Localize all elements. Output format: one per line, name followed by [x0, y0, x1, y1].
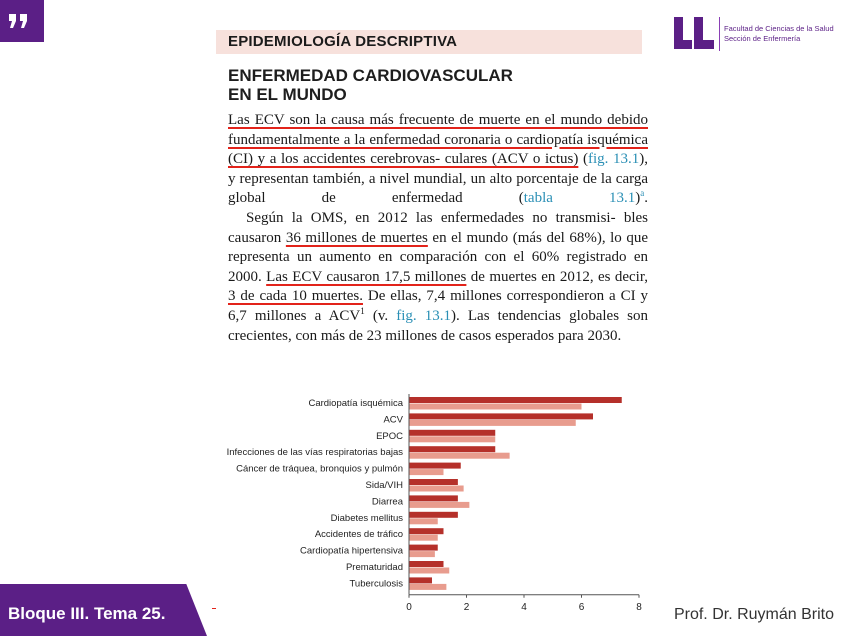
mortality-bar-chart	[208, 388, 648, 614]
table-reference: tabla 13.1	[523, 190, 636, 207]
bar-2012	[409, 495, 458, 501]
highlight-ecv-cause: Las ECV son la causa más frecuente de muerte en el mundo debido fundamentalmente a la enfermedad coronaria o cardiopatía isquémica (CI) y a los accidentes cerebrovas- culares (ACV o ictus)	[228, 112, 648, 168]
bar-2000	[409, 518, 438, 524]
category-label: Accidentes de tráfico	[314, 529, 403, 541]
highlight-36-millions: 36 millones de muertes	[285, 229, 428, 246]
paragraph-1	[228, 111, 648, 209]
faculty-logo	[672, 14, 842, 54]
text-span: ). Las tendencias globales son crecientes, con más de 23 millones de casos esperados para 2030.	[228, 307, 648, 344]
text-span: (	[578, 151, 588, 168]
paragraph-2	[228, 209, 648, 346]
text-span: de muertes en 2012, es decir,	[466, 268, 648, 285]
faculty-mark-icon	[672, 14, 716, 52]
x-tick-label: 6	[578, 601, 585, 613]
category-label: Sida/VIH	[365, 480, 403, 491]
subtitle-line-1: ENFERMEDAD CARDIOVASCULAR	[228, 66, 513, 85]
text-span: ), y representan también, a nivel mundial, un alto porcentaje de la carga global de enfermedad (	[228, 151, 649, 207]
x-tick-label: 8	[636, 601, 642, 613]
faculty-section: Sección de Enfermería	[724, 34, 801, 43]
x-tick-label: 4	[521, 601, 527, 613]
bar-2012	[409, 413, 593, 419]
footer-author: Prof. Dr. Ruymán Brito	[673, 606, 834, 623]
bar-2012	[409, 430, 495, 436]
text-span: Según la OMS, en 2012 las enfermedades no transmisi- bles causaron	[228, 209, 648, 246]
bar-2012	[409, 561, 444, 567]
faculty-name: Facultad de Ciencias de la Salud	[724, 24, 834, 33]
bar-2012	[409, 545, 438, 551]
category-label: Cardiopatía isquémica	[308, 398, 403, 409]
bar-2012	[409, 397, 622, 403]
footer-course-label: Bloque III. Tema 25.	[8, 604, 166, 623]
article-subtitle	[228, 66, 558, 104]
figure-reference-2: fig. 13.1	[396, 307, 452, 324]
faculty-divider	[719, 17, 720, 51]
bar-2000	[409, 486, 464, 492]
category-label: EPOC	[376, 430, 403, 442]
category-label: Diarrea	[371, 496, 403, 508]
text-span: De ellas, 7,4 millones correspondieron a CI y 6,7 millones a ACV	[228, 288, 648, 324]
footnote-a: a	[640, 188, 645, 199]
body-text	[228, 111, 648, 346]
x-tick-label: 0	[406, 601, 412, 613]
bar-2000	[409, 420, 576, 426]
x-tick-label: 2	[463, 601, 470, 613]
bar-2012	[409, 446, 495, 452]
quote-logo-icon	[0, 0, 44, 42]
category-label: Tuberculosis	[349, 578, 403, 590]
bar-2012	[409, 512, 458, 518]
bar-2000	[409, 584, 446, 590]
category-label: Diabetes mellitus	[330, 512, 403, 524]
category-label: Prematuridad	[345, 562, 403, 573]
bar-2012	[409, 577, 432, 583]
text-span: (v.	[364, 307, 397, 324]
figure-reference: fig. 13.1	[587, 151, 640, 168]
category-label: Cardiopatía hipertensiva	[300, 545, 403, 557]
text-span: )	[635, 190, 641, 207]
category-label: Infecciones de las vías respiratorias bajas	[226, 447, 403, 459]
category-label: Cáncer de tráquea, bronquios y pulmón	[236, 463, 403, 475]
bar-2012	[409, 528, 444, 534]
section-title: EPIDEMIOLOGÍA DESCRIPTIVA	[228, 33, 458, 50]
bar-2000	[409, 404, 582, 410]
bar-2000	[409, 551, 435, 557]
bar-2000	[409, 453, 510, 459]
red-mark	[212, 608, 216, 609]
bar-2000	[409, 436, 495, 442]
bar-2012	[409, 479, 458, 485]
subtitle-line-2: EN EL MUNDO	[228, 85, 347, 104]
bar-2000	[409, 535, 438, 541]
corner-logo	[0, 0, 44, 42]
highlight-3-of-10: 3 de cada 10 muertes.	[228, 288, 363, 305]
bar-2000	[409, 502, 469, 508]
footnote-1: 1	[360, 305, 365, 316]
bar-2012	[409, 463, 461, 469]
text-span: en el mundo (más del 68%), lo que representa un aumento en comparación con el 60% registrado en 2000.	[228, 229, 649, 285]
bar-2000	[409, 469, 444, 475]
bar-2000	[409, 568, 449, 574]
text-span: .	[644, 190, 649, 207]
category-label: ACV	[383, 414, 403, 426]
highlight-17-millions: Las ECV causaron 17,5 millones	[266, 268, 467, 285]
